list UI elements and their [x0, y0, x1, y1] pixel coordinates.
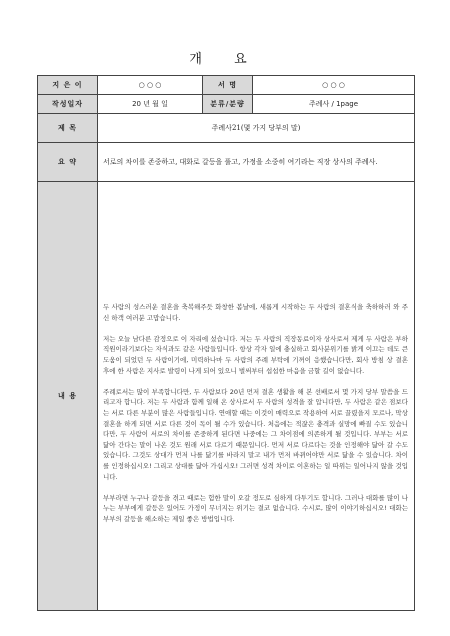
content-paragraph: 부부라면 누구나 갈등을 겪고 때로는 험한 말이 오갈 정도로 심하게 다투기도 합니다. 그러나 대화를 많이 나누는 부부에게 갈등은 있어도 가정이 무너지는 위기는 결코 없습니다. 수시로, 많이 이야기하십시오! 대화는 부부의 갈등을 해소하는 제일 좋은 방법입니다.: [103, 493, 408, 523]
author-value: ○ ○ ○: [98, 76, 203, 95]
subject-value: 주례사21(몇 가지 당부의 말): [98, 114, 415, 143]
overview-form: [37, 75, 415, 611]
content-paragraph: 두 사람의 성스러운 결혼을 축복해주듯 화창한 봄날에, 새롭게 시작하는 두 사람의 결혼식을 축하하러 와 주신 하객 여러분 고맙습니다.: [103, 303, 408, 322]
summary-label: 요 약: [38, 143, 98, 182]
author-label: 지 은 이: [38, 76, 98, 95]
content-cell: [98, 182, 415, 611]
content-body: [98, 182, 414, 524]
content-label: 내 용: [38, 182, 98, 611]
category-label: 분류/분량: [203, 95, 253, 114]
content-paragraph: 저는 오늘 남다른 감정으로 이 자리에 섰습니다. 저는 두 사람의 직장동료이자 상사로서 제게 두 사람은 부하직원이라기보다는 자식과도 같은 사람들입니다. 항상 각자 일에 충실하고 회사분위기를 밝게 이끄는 데도 큰 도움이 되었던 두 사람이기에, 미력하나마 두 사람의 주례 부탁에 기꺼이 응했습니다만, 회사 방침 상 결혼 후에 한 사람은 지사로 발령이 나게 되어 있으니 벌써부터 섭섭한 마음을 금할 길이 없습니다.: [103, 334, 408, 375]
subject-label: 제 목: [38, 114, 98, 143]
date-value: 20 년 월 일: [98, 95, 203, 114]
page-title: 개 요: [189, 52, 261, 67]
name-value: ○ ○ ○: [253, 76, 415, 95]
date-label: 작성일자: [38, 95, 98, 114]
name-label: 서 명: [203, 76, 253, 95]
category-value: 주례사 / 1page: [253, 95, 415, 114]
summary-value: 서로의 차이를 존중하고, 대화로 갈등을 풀고, 가정을 소중히 여기라는 직장 상사의 주례사.: [98, 143, 415, 182]
content-paragraph: 주례로서는 많이 부족합니다만, 두 사람보다 20년 먼저 결혼 생활을 해 본 선배로서 몇 가지 당부 말씀을 드리고자 합니다. 저는 두 사람과 함께 일해 온 상사로서 두 사람의 성격을 잘 압니다만, 두 사람은 같은 점보다는 서로 다른 부분이 많은 사람들입니다. 연애할 때는 이것이 매력으로 작용하여 서로 끌렸을지 모르나, 막상 결혼을 하게 되면 서로 다른 것이 독이 될 수가 있습니다. 처음에는 적잖은 충격과 실망에 빠질 수도 있습니다만, 두 사람이 서로의 차이를 존중하게 된다면 나중에는 그 차이점에 의존하게 될 것입니다. 부부는 서로 닮아 간다는 말이 나온 것도 원래 서로 다르기 때문입니다. 먼저 서로 다르다는 것을 인정해야 닮아 갈 수도 있습니다. 그것도 상대가 먼저 나를 닮기를 바라지 말고 내가 먼저 바뀌어야만 서로 닮을 수 있습니다. 차이를 인정하십시오! 그리고 상대를 닮아 가십시오! 그러면 성격 차이로 이혼하는 일 따위는 일어나지 않을 것입니다.: [103, 387, 408, 481]
